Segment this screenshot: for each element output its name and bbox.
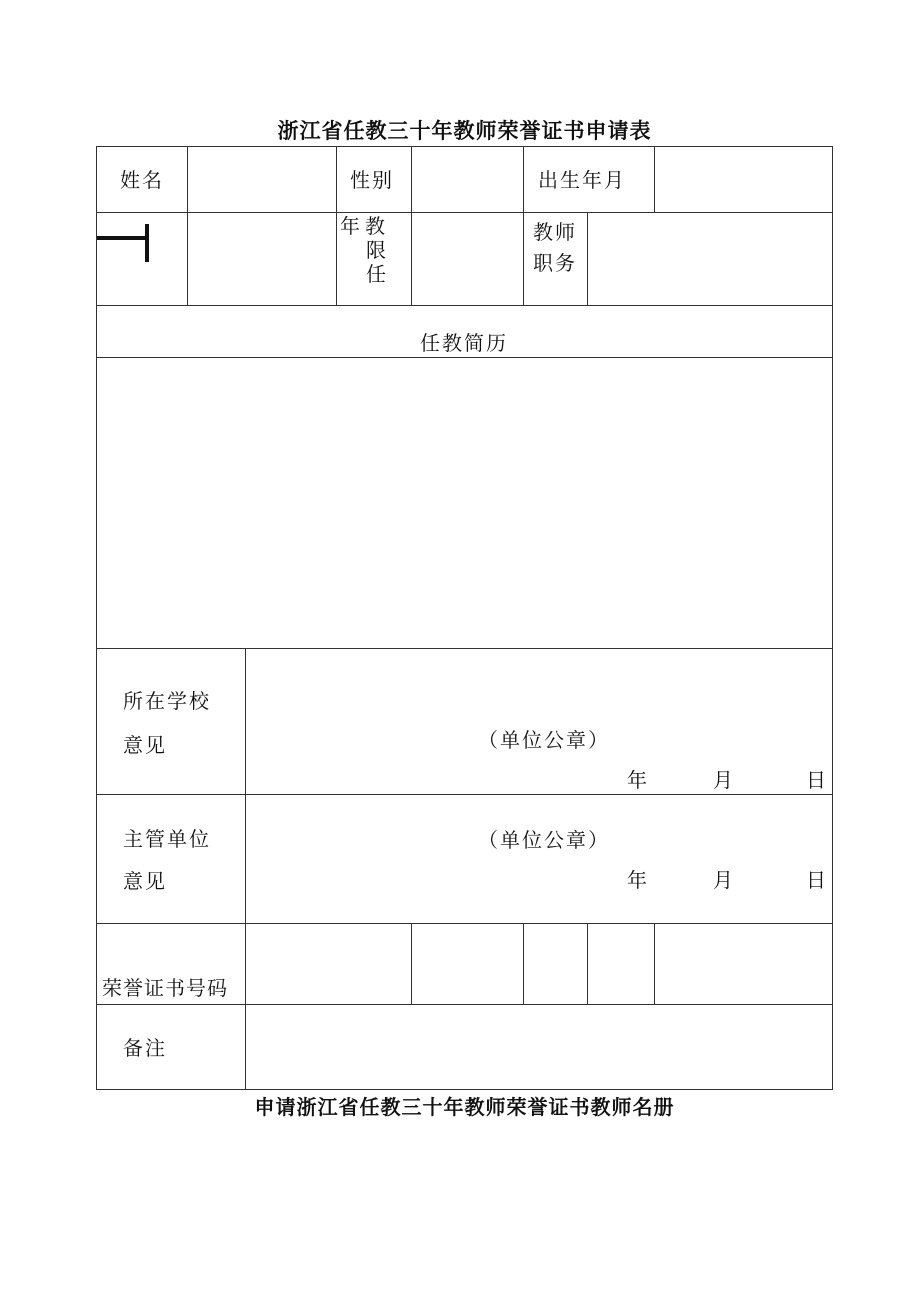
teaching-years-label: 限 (366, 238, 388, 262)
authority-opinion-label: 意见 (123, 869, 167, 893)
col-divider (523, 923, 524, 1004)
col-divider (336, 146, 337, 305)
school-seal-text: （单位公章） (478, 728, 610, 752)
col-divider (245, 648, 246, 1089)
row-divider (96, 923, 833, 924)
school-date-month: 月 (713, 768, 735, 792)
photo-mark (97, 236, 149, 240)
authority-date-day: 日 (806, 868, 828, 892)
birth-date-label: 出生年月 (538, 168, 626, 192)
school-opinion-label: 意见 (123, 733, 167, 757)
authority-date-year: 年 (627, 868, 649, 892)
teacher-post-label: 教师 (533, 220, 577, 244)
remarks-label: 备注 (123, 1036, 167, 1060)
col-divider (411, 923, 412, 1004)
certificate-number-label: 荣誉证书号码 (102, 976, 228, 1000)
col-divider (587, 212, 588, 305)
photo-mark (145, 224, 149, 262)
teaching-years-label: 任 (366, 262, 388, 286)
col-divider (411, 146, 412, 305)
authority-opinion-label: 主管单位 (123, 827, 211, 851)
roster-title: 申请浙江省任教三十年教师荣誉证书教师名册 (254, 1095, 675, 1119)
teaching-years-label: 年 (340, 214, 362, 238)
col-divider (587, 923, 588, 1004)
teaching-years-label: 教 (365, 214, 387, 238)
teacher-post-label: 职务 (533, 251, 577, 275)
resume-label: 任教简历 (420, 331, 508, 355)
authority-seal-text: （单位公章） (478, 828, 610, 852)
gender-label: 性别 (350, 168, 394, 192)
row-divider (96, 794, 833, 795)
school-date-day: 日 (806, 768, 828, 792)
table-border-bottom (96, 1089, 833, 1090)
page-title: 浙江省任教三十年教师荣誉证书申请表 (277, 118, 652, 143)
row-divider (96, 305, 833, 306)
row-divider (96, 1004, 833, 1005)
row-divider (96, 648, 833, 649)
school-date-year: 年 (627, 768, 649, 792)
col-divider (187, 146, 188, 305)
row-divider (96, 357, 833, 358)
col-divider (523, 146, 524, 305)
table-border-right (832, 146, 833, 1090)
table-border-top (96, 146, 833, 147)
col-divider (654, 146, 655, 212)
authority-date-month: 月 (713, 868, 735, 892)
name-label: 姓名 (120, 168, 164, 192)
school-opinion-label: 所在学校 (123, 689, 211, 713)
row-divider (96, 212, 833, 213)
table-border-left (96, 146, 97, 1090)
col-divider (654, 923, 655, 1004)
